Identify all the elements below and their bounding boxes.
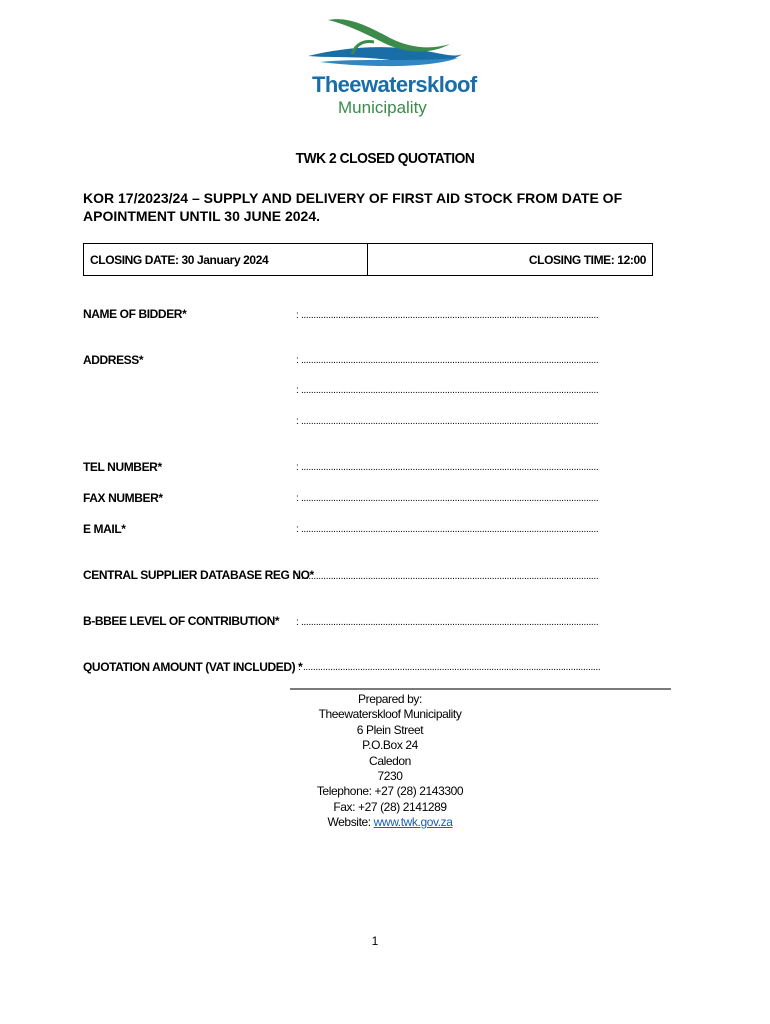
bbbee-label: B-BBEE LEVEL OF CONTRIBUTION* [83,614,280,628]
prepared-by-label: Prepared by: [358,692,422,706]
bird-over-water-logo-icon [300,14,470,74]
email-field[interactable]: : ........................................................................................................................ [296,524,599,535]
logo-name: Theewaterskloof [312,72,477,97]
closing-date: CLOSING DATE: 30 January 2024 [84,244,368,275]
address-label: ADDRESS* [83,353,144,367]
street-address: 6 Plein Street [356,722,424,737]
address-field-line-1[interactable]: : ........................................................................................................................ [296,355,599,366]
closing-info-table [83,243,653,276]
section-divider [290,688,671,690]
fax: Fax: +27 (28) 2141289 [333,799,447,814]
csd-field[interactable]: : ........................................................................................................................ [296,571,599,582]
amount-field[interactable]: : ........................................................................................................................ [298,662,601,673]
csd-label: CENTRAL SUPPLIER DATABASE REG NO* [83,568,314,582]
town: Caledon [369,753,411,768]
email-label: E MAIL* [83,522,126,536]
fax-field[interactable]: : ........................................................................................................................ [296,493,599,504]
telephone: Telephone: +27 (28) 2143300 [316,784,464,799]
address-field-line-3[interactable]: : ........................................................................................................................ [296,416,599,427]
closing-time: CLOSING TIME: 12:00 [528,252,646,267]
bbbee-field[interactable]: : ........................................................................................................................ [296,617,599,628]
website-link[interactable]: www.twk.gov.za [373,815,453,830]
website-label: Website: [327,815,374,830]
page-number: 1 [371,934,379,948]
amount-label: QUOTATION AMOUNT (VAT INCLUDED) * [83,660,303,674]
tel-field[interactable]: : ........................................................................................................................ [296,462,599,473]
document-title: TWK 2 CLOSED QUOTATION [295,150,475,167]
logo-subtitle: Municipality [338,98,427,117]
bidder-name-label: NAME OF BIDDER* [83,307,187,321]
po-box: P.O.Box 24 [362,738,418,753]
municipality-logo [300,14,477,124]
fax-label: FAX NUMBER* [83,491,163,505]
org-name: Theewaterskloof Municipality [318,707,462,722]
tel-label: TEL NUMBER* [83,460,162,474]
prepared-by-block [280,692,500,831]
bidder-name-field[interactable]: : ........................................................................................................................ [296,310,599,321]
address-field-line-2[interactable]: : ........................................................................................................................ [296,385,599,396]
website-line [280,815,500,830]
postal-code: 7230 [377,769,403,784]
quotation-subject: KOR 17/2023/24 – SUPPLY AND DELIVERY OF FIRST AID STOCK FROM DATE OF APOINTMENT UNTIL 30 JUNE 2024. [83,190,623,224]
